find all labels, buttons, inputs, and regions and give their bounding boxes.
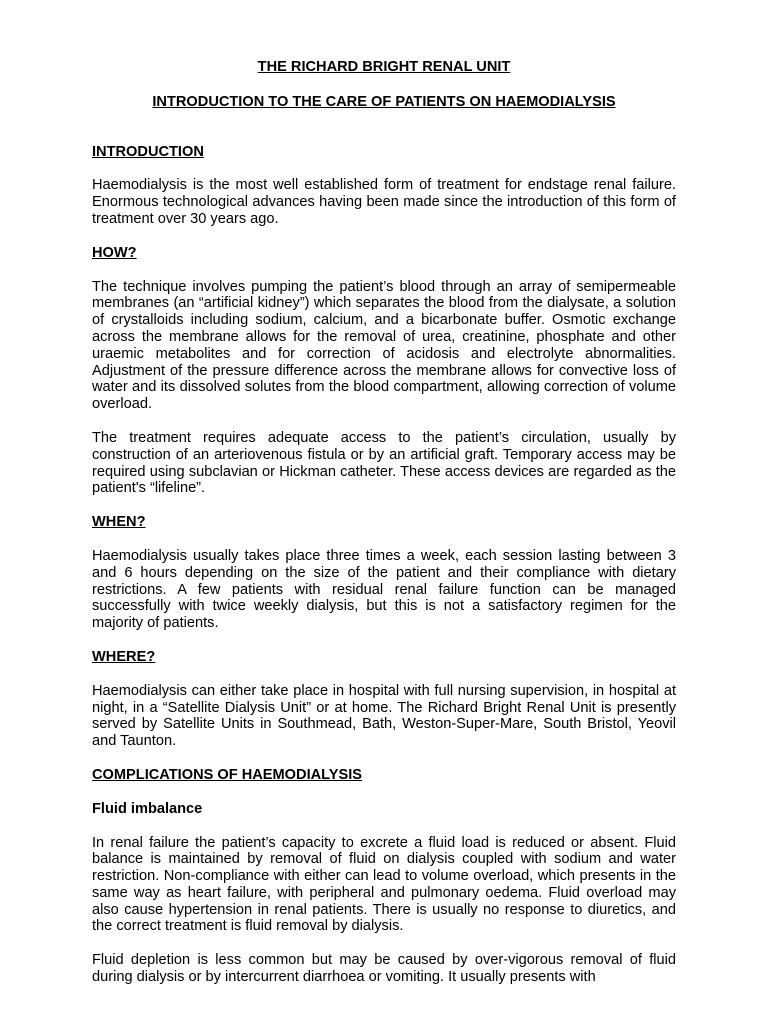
- heading-when: WHEN?: [92, 514, 146, 531]
- where-paragraph: Haemodialysis can either take place in hospital with full nursing supervision, in hospital at night, in a “Satellite Dialysis Unit” or at home. The Richard Bright Renal Unit is presently served by Satellite Units in Southmead, Bath, Weston-Super-Mare, South Bristol, Yeovil and Taunton.: [92, 682, 676, 750]
- fluid-imbalance-paragraph-2: Fluid depletion is less common but may be caused by over-vigorous removal of fluid during dialysis or by intercurrent diarrhoea or vomiting. It usually presents with: [92, 952, 676, 986]
- heading-fluid-imbalance: Fluid imbalance: [92, 800, 203, 817]
- heading-introduction: INTRODUCTION: [92, 143, 204, 160]
- document-body: [92, 59, 676, 986]
- introduction-paragraph: Haemodialysis is the most well established form of treatment for endstage renal failure. Enormous technological advances having been made since the introduction of this form of treatment over 30 years ago.: [92, 177, 676, 227]
- heading-complications: COMPLICATIONS OF HAEMODIALYSIS: [92, 766, 362, 783]
- how-paragraph-1: The technique involves pumping the patient’s blood through an array of semipermeable membranes (an “artificial kidney”) which separates the blood from the dialysate, a solution of crystalloids including sodium, calcium, and a bicarbonate buffer. Osmotic exchange across the membrane allows for the removal of urea, creatinine, phosphate and other uraemic metabolites and for correction of acidosis and electrolyte abnormalities. Adjustment of the pressure difference across the membrane allows for convective loss of water and its dissolved solutes from the blood compartment, allowing correction of volume overload.: [92, 278, 676, 413]
- heading-how: HOW?: [92, 244, 137, 261]
- heading-where: WHERE?: [92, 648, 156, 665]
- document-title: THE RICHARD BRIGHT RENAL UNIT: [257, 59, 511, 75]
- when-paragraph: Haemodialysis usually takes place three times a week, each session lasting between 3 and 6 hours depending on the size of the patient and their compliance with dietary restrictions. A few patients with residual renal failure function can be managed successfully with twice weekly dialysis, but this is not a satisfactory regimen for the majority of patients.: [92, 547, 676, 632]
- how-paragraph-2: The treatment requires adequate access to the patient’s circulation, usually by construction of an arteriovenous fistula or by an artificial graft. Temporary access may be required using subclavian or Hickman catheter. These access devices are regarded as the patient's “lifeline”.: [92, 429, 676, 497]
- fluid-imbalance-paragraph-1: In renal failure the patient’s capacity to excrete a fluid load is reduced or absent. Fluid balance is maintained by removal of fluid on dialysis coupled with sodium and water restriction. Non-compliance with either can lead to volume overload, which presents in the same way as heart failure, with peripheral and pulmonary oedema. Fluid overload may also cause hypertension in renal patients. There is usually no response to diuretics, and the correct treatment is fluid removal by dialysis.: [92, 834, 676, 935]
- document-subtitle: INTRODUCTION TO THE CARE OF PATIENTS ON HAEMODIALYSIS: [152, 93, 616, 110]
